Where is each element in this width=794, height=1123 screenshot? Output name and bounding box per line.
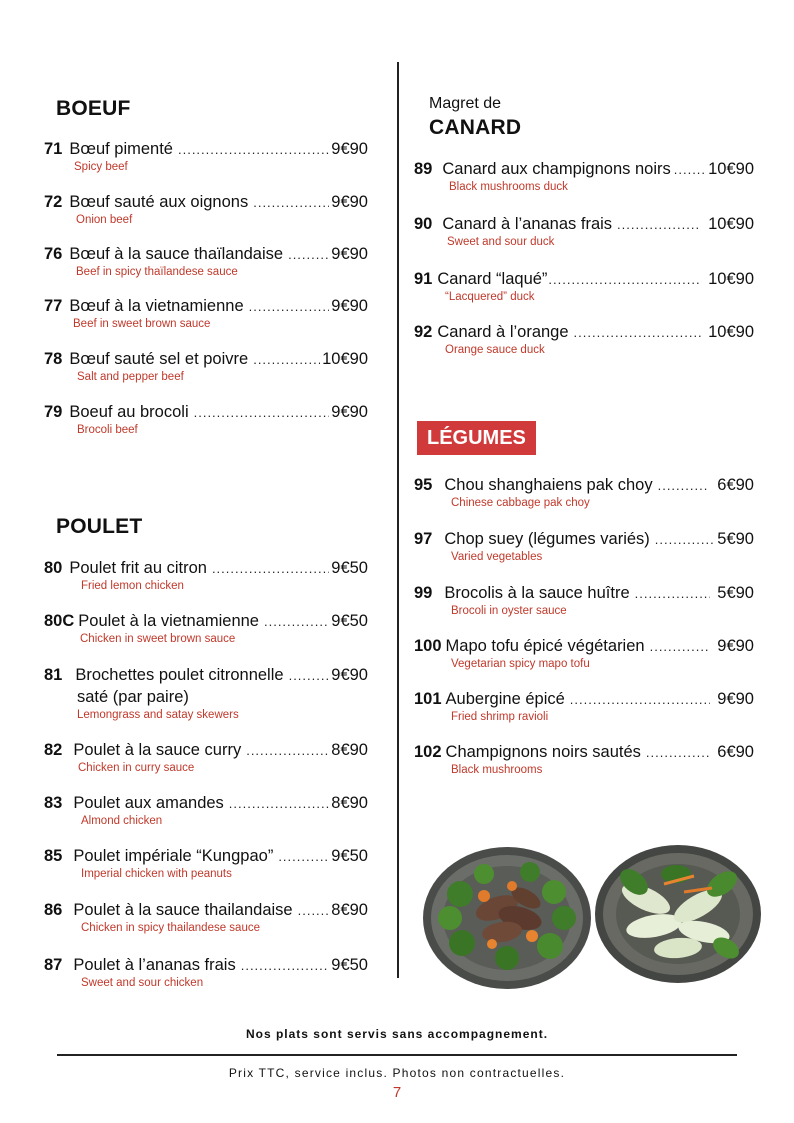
dot-leader [298,900,330,921]
item-translation: Black mushrooms [451,764,543,776]
item-translation: Chicken in sweet brown sauce [80,633,236,645]
dot-leader [264,611,329,632]
menu-item [414,742,754,778]
menu-item [44,244,368,280]
dot-leader [229,793,329,814]
item-number: 87 [44,956,63,974]
menu-item [414,529,754,565]
item-name: Chou shanghaiens pak choy [444,476,653,494]
item-number: 83 [44,794,63,812]
item-translation: Brocoli beef [77,424,138,436]
item-name: Poulet aux amandes [73,794,224,812]
section-title-poulet: POULET [56,515,143,538]
section-title-canard: CANARD [429,116,522,139]
dot-leader [650,636,711,657]
item-translation: Orange sauce duck [445,344,545,356]
item-number: 80C [44,612,75,630]
item-name: Bœuf à la vietnamienne [69,297,244,315]
item-name: Poulet à la vietnamienne [78,612,259,630]
dot-leader [658,475,710,496]
column-divider [397,62,399,978]
item-translation: Chicken in spicy thailandese sauce [81,922,260,934]
item-number: 80 [44,559,63,577]
item-number: 95 [414,476,433,494]
item-translation: Black mushrooms duck [449,181,568,193]
item-name: Bœuf pimenté [69,140,173,158]
item-price: 9€50 [331,847,368,865]
item-number: 97 [414,530,433,548]
item-number: 82 [44,741,63,759]
item-price: 8€90 [331,794,368,812]
item-price: 10€90 [708,323,754,341]
dot-leader [617,214,700,235]
item-number: 85 [44,847,63,865]
menu-item [414,475,754,511]
item-name: Canard à l’ananas frais [442,215,613,233]
menu-item [44,349,368,385]
menu-item [414,636,754,672]
section-title-boeuf: BOEUF [56,97,131,120]
item-translation: Onion beef [76,214,133,226]
dot-leader [548,269,700,290]
item-name: Poulet frit au citron [69,559,207,577]
item-price: 9€90 [331,403,368,421]
footer-divider [57,1054,737,1056]
dot-leader [574,322,704,343]
item-price: 5€90 [717,584,754,602]
menu-item [44,139,368,175]
item-name: Boeuf au brocoli [69,403,189,421]
item-translation: Beef in spicy thaïlandese sauce [76,266,238,278]
item-translation: Sweet and sour duck [447,236,555,248]
item-price: 9€90 [717,690,754,708]
dot-leader [635,583,711,604]
item-number: 78 [44,350,63,368]
menu-item [44,900,368,936]
menu-item [44,192,368,228]
dot-leader [655,529,716,550]
page-number: 7 [392,1084,402,1101]
item-translation: Brocoli in oyster sauce [451,605,567,617]
item-name: Canard à l’orange [437,323,569,341]
item-name: Poulet à l’ananas frais [73,956,236,974]
item-name: Aubergine épicé [445,690,565,708]
item-translation: “Lacquered” duck [445,291,535,303]
item-price: 8€90 [331,741,368,759]
menu-item [414,214,754,250]
section-pretitle-canard: Magret de [429,95,502,112]
item-name: Brochettes poulet citronnelle [75,666,284,684]
menu-item [414,689,754,725]
dot-leader [288,244,329,265]
dot-leader [570,689,710,710]
dot-leader [194,402,330,423]
item-number: 86 [44,901,63,919]
menu-item [44,296,368,332]
item-translation: Lemongrass and satay skewers [77,709,239,721]
menu-item [44,611,368,647]
item-translation: Salt and pepper beef [77,371,184,383]
item-number: 99 [414,584,433,602]
item-translation: Imperial chicken with peanuts [81,868,232,880]
item-price: 9€90 [331,666,368,684]
menu-item [44,665,368,723]
item-number: 92 [414,323,433,341]
item-price: 9€50 [331,956,368,974]
menu-item [414,583,754,619]
pak-choy-photo [594,844,762,984]
menu-item [44,846,368,882]
menu-item [44,558,368,594]
item-translation: Almond chicken [81,815,163,827]
item-name: Bœuf à la sauce thaïlandaise [69,245,284,263]
item-price: 9€90 [331,193,368,211]
item-name: Bœuf sauté aux oignons [69,193,249,211]
item-number: 89 [414,160,433,178]
dot-leader [241,955,330,976]
menu-item [414,322,754,358]
item-translation: Spicy beef [74,161,128,173]
dot-leader [674,159,706,180]
item-price: 9€50 [331,559,368,577]
item-name-continued: saté (par paire) [77,688,189,706]
item-price: 9€90 [717,637,754,655]
item-price: 10€90 [322,350,368,368]
footer-legal: Prix TTC, service inclus. Photos non contractuelles. [228,1066,566,1080]
item-number: 79 [44,403,63,421]
item-price: 6€90 [717,476,754,494]
item-number: 101 [414,690,442,708]
item-number: 102 [414,743,442,761]
item-translation: Fried shrimp ravioli [451,711,549,723]
item-translation: Sweet and sour chicken [81,977,204,989]
item-price: 9€90 [331,140,368,158]
dot-leader [246,740,329,761]
item-price: 9€90 [331,245,368,263]
item-price: 9€90 [331,297,368,315]
dot-leader [278,846,329,867]
item-price: 10€90 [708,215,754,233]
item-number: 72 [44,193,63,211]
dot-leader [249,296,330,317]
footer-note: Nos plats sont servis sans accompagnement. [245,1027,549,1041]
item-name: Poulet impériale “Kungpao” [73,847,274,865]
dot-leader [646,742,710,763]
item-name: Canard “laqué” [437,270,548,288]
item-name: Bœuf sauté sel et poivre [69,350,249,368]
item-number: 71 [44,140,63,158]
item-number: 100 [414,637,442,655]
item-number: 81 [44,666,63,684]
menu-item [414,269,754,305]
item-number: 77 [44,297,63,315]
item-translation: Chinese cabbage pak choy [451,497,590,509]
menu-item [44,402,368,438]
section-title-legumes: LÉGUMES [417,421,536,455]
item-translation: Beef in sweet brown sauce [73,318,211,330]
dot-leader [253,349,320,370]
dot-leader [253,192,329,213]
dot-leader [289,665,330,686]
dot-leader [212,558,329,579]
menu-item [44,740,368,776]
item-translation: Chicken in curry sauce [78,762,195,774]
item-name: Mapo tofu épicé végétarien [445,637,645,655]
item-translation: Varied vegetables [451,551,543,563]
menu-item [44,793,368,829]
item-name: Champignons noirs sautés [445,743,641,761]
item-translation: Fried lemon chicken [81,580,184,592]
item-name: Poulet à la sauce thailandaise [73,901,293,919]
item-name: Brocolis à la sauce huître [444,584,630,602]
item-number: 76 [44,245,63,263]
item-name: Canard aux champignons noirs [442,160,671,178]
dot-leader [178,139,329,160]
item-name: Chop suey (légumes variés) [444,530,650,548]
item-price: 9€50 [331,612,368,630]
item-name: Poulet à la sauce curry [73,741,242,759]
item-price: 8€90 [331,901,368,919]
menu-item [44,955,368,991]
item-price: 6€90 [717,743,754,761]
beef-broccoli-photo [422,846,592,990]
item-price: 10€90 [708,160,754,178]
item-translation: Vegetarian spicy mapo tofu [451,658,590,670]
item-price: 10€90 [708,270,754,288]
item-number: 91 [414,270,433,288]
item-number: 90 [414,215,433,233]
menu-item [414,159,754,195]
item-price: 5€90 [717,530,754,548]
